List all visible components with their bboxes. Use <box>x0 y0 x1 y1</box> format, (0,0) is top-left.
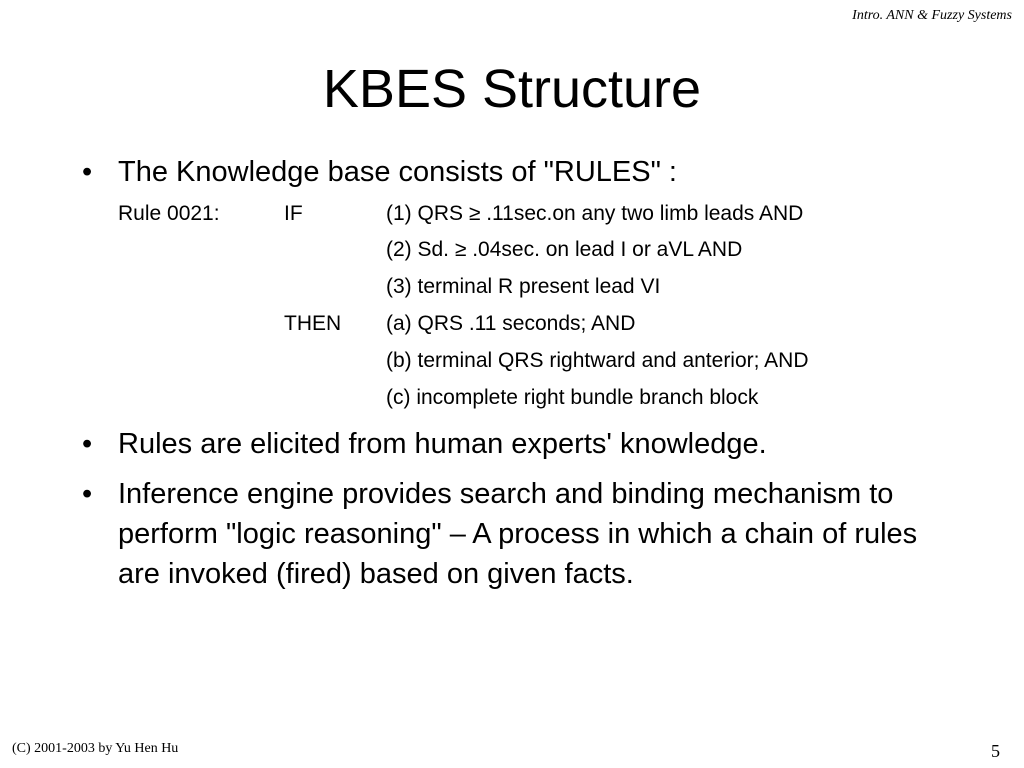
course-header: Intro. ANN & Fuzzy Systems <box>852 8 1012 23</box>
rule-if-condition-3: (3) terminal R present lead VI <box>386 275 661 298</box>
page-number: 5 <box>991 741 1000 761</box>
rule-then-condition-a: (a) QRS .11 seconds; AND <box>386 312 636 335</box>
bullet-rules-elicited <box>82 424 942 464</box>
bullet-dot: • <box>82 478 93 510</box>
bullet-text: Inference engine provides search and binding mechanism to perform "logic reasoning" – A process in which a chain of rules are invoked (fired) based on given facts. <box>118 478 918 590</box>
rule-then-condition-c: (c) incomplete right bundle branch block <box>386 386 759 409</box>
bullet-knowledge-base <box>82 152 942 192</box>
bullet-text: Rules are elicited from human experts' knowledge. <box>118 428 767 460</box>
bullet-dot: • <box>82 156 93 188</box>
rule-then-condition-b: (b) terminal QRS rightward and anterior; AND <box>386 349 809 372</box>
rule-label: Rule 0021: <box>118 202 220 225</box>
rule-if-keyword: IF <box>284 202 303 225</box>
rule-then-keyword: THEN <box>284 312 342 335</box>
rule-if-condition-1: (1) QRS ≥ .11sec.on any two limb leads AND <box>386 202 804 225</box>
rule-if-condition-2: (2) Sd. ≥ .04sec. on lead I or aVL AND <box>386 238 743 261</box>
footer-copyright: (C) 2001-2003 by Yu Hen Hu <box>12 741 179 756</box>
bullet-dot: • <box>82 428 93 460</box>
bullet-text: The Knowledge base consists of "RULES" : <box>118 156 677 188</box>
slide-title: KBES Structure <box>322 59 702 119</box>
bullet-inference-engine <box>82 474 942 594</box>
